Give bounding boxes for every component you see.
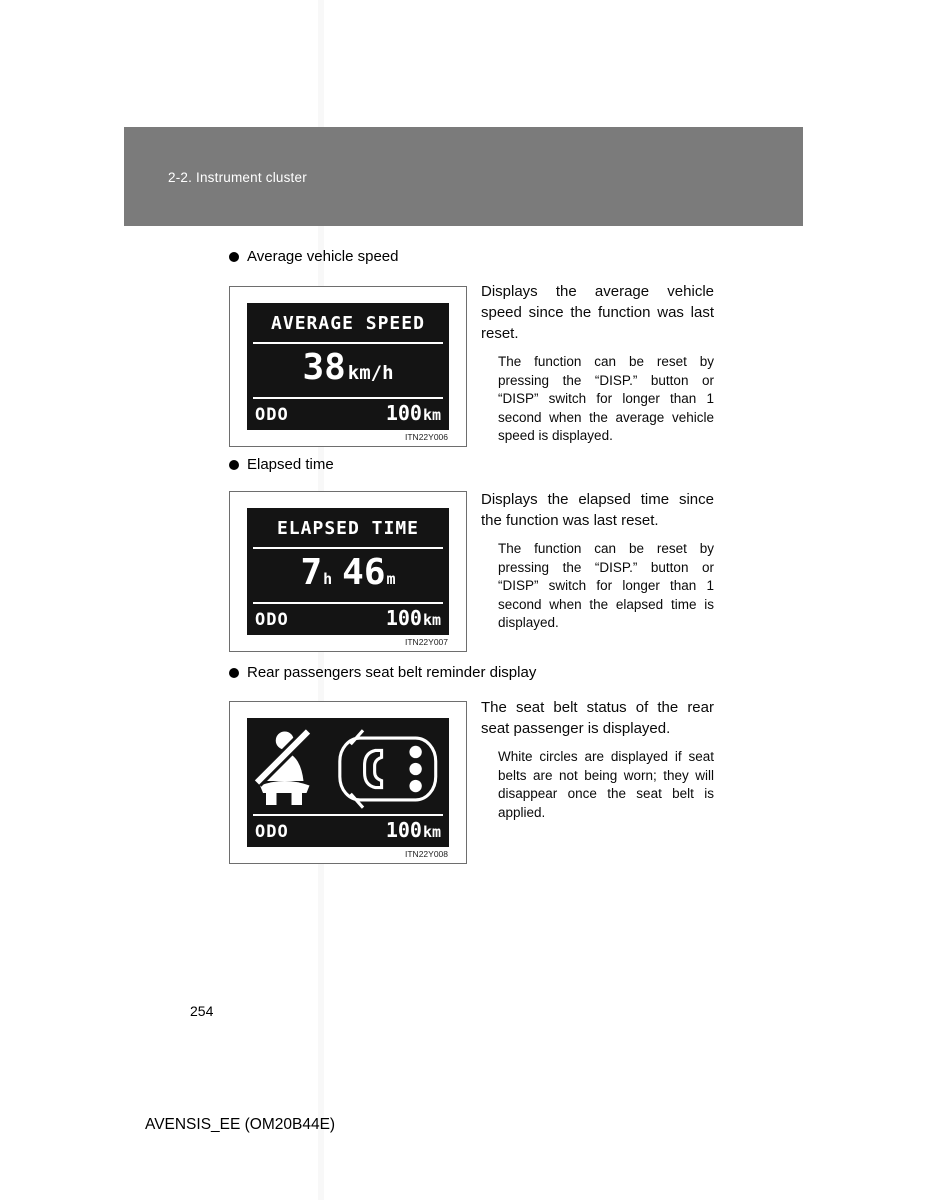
odo-reading bbox=[386, 401, 441, 425]
odo-value: 100 bbox=[385, 401, 422, 425]
odo-label: ODO bbox=[255, 822, 289, 842]
lcd-title: ELAPSED TIME bbox=[276, 518, 420, 539]
footer-document-code: AVENSIS_EE (OM20B44E) bbox=[145, 1116, 336, 1133]
bullet-item-seat-belt-reminder bbox=[229, 664, 536, 681]
figure-caption: ITN22Y008 bbox=[405, 849, 448, 859]
odo-unit: km bbox=[422, 406, 441, 424]
hours-unit: h bbox=[323, 570, 333, 588]
lcd-display-average-speed bbox=[247, 303, 449, 430]
lcd-title: AVERAGE SPEED bbox=[271, 313, 425, 334]
odo-unit: km bbox=[422, 611, 441, 629]
odo-reading bbox=[386, 606, 441, 630]
lcd-value-row bbox=[247, 344, 449, 397]
odo-label: ODO bbox=[255, 610, 289, 630]
breadcrumb: 2-2. Instrument cluster bbox=[168, 170, 307, 185]
note-seat-belt: White circles are displayed if seat belts are not being worn; they will disappear once the seat belt is applied. bbox=[498, 749, 714, 820]
odo-value: 100 bbox=[385, 606, 422, 630]
lcd-icon-row bbox=[247, 718, 449, 814]
odometer-row bbox=[247, 399, 449, 430]
note-elapsed-time: The function can be reset by pressing the “DISP.” button or “DISP” switch for longer than 1 second when the elapsed time is displayed. bbox=[498, 541, 714, 631]
figure-elapsed-time bbox=[229, 491, 467, 652]
bullet-label: Rear passengers seat belt reminder display bbox=[247, 664, 537, 681]
seat-belt-reminder-icon bbox=[251, 727, 317, 811]
description-seat-belt: The seat belt status of the rear seat passenger is displayed. bbox=[481, 699, 714, 737]
odo-unit: km bbox=[422, 823, 441, 841]
figure-seat-belt-reminder bbox=[229, 701, 467, 864]
bullet-item-average-speed bbox=[229, 248, 399, 265]
bullet-icon bbox=[229, 252, 239, 262]
description-elapsed-time: Displays the elapsed time since the function was last reset. bbox=[481, 491, 714, 529]
page-number: 254 bbox=[190, 1003, 214, 1019]
bullet-item-elapsed-time bbox=[229, 456, 334, 473]
lcd-value-row bbox=[247, 549, 449, 602]
odo-value: 100 bbox=[385, 818, 422, 842]
speed-unit: km/h bbox=[347, 362, 394, 384]
description-average-speed: Displays the average vehicle speed since the function was last reset. bbox=[481, 283, 714, 342]
speed-value: 38 bbox=[302, 347, 346, 388]
elapsed-minutes: 46 bbox=[342, 552, 386, 593]
lcd-display-elapsed-time bbox=[247, 508, 449, 635]
note-average-speed: The function can be reset by pressing the “DISP.” button or “DISP” switch for longer than 1 second when the average vehicle speed is displayed. bbox=[498, 354, 714, 444]
odometer-row bbox=[247, 604, 449, 635]
bullet-icon bbox=[229, 460, 239, 470]
odo-label: ODO bbox=[255, 405, 289, 425]
figure-caption: ITN22Y006 bbox=[405, 432, 448, 442]
elapsed-hours: 7 bbox=[300, 552, 323, 593]
car-top-view-rear-passengers-icon bbox=[329, 727, 445, 811]
figure-caption: ITN22Y007 bbox=[405, 637, 448, 647]
bullet-label: Average vehicle speed bbox=[247, 248, 399, 265]
figure-average-speed bbox=[229, 286, 467, 447]
bullet-label: Elapsed time bbox=[247, 456, 334, 473]
bullet-icon bbox=[229, 668, 239, 678]
odometer-row bbox=[247, 816, 449, 847]
minutes-unit: m bbox=[386, 570, 396, 588]
lcd-display-seat-belt bbox=[247, 718, 449, 847]
section-header-bar bbox=[124, 127, 803, 226]
odo-reading bbox=[386, 818, 441, 842]
